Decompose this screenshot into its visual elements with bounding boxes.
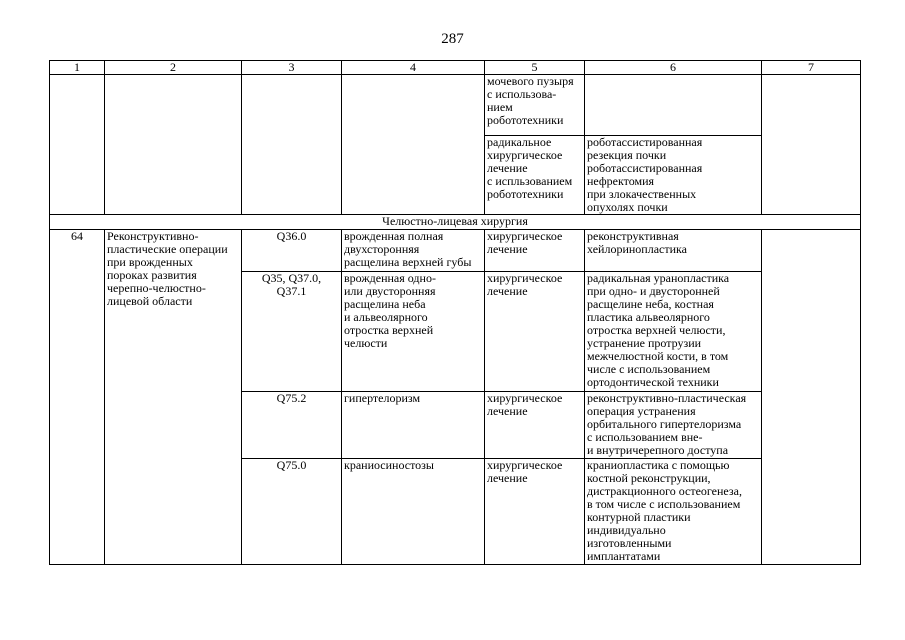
cell-cost xyxy=(762,230,861,565)
cell-icd-code: Q75.0 xyxy=(242,459,342,565)
cell-icd-code xyxy=(242,75,342,215)
cell-method: радикальная уранопластика при одно- и двусторонней расщелине неба, костная пластика альвеолярного отростка верхней челюсти, устранение протрузии межчелюстной кости, в том числе с использованием ортодонтической техники xyxy=(585,272,762,392)
cell-icd-code: Q75.2 xyxy=(242,392,342,459)
column-number: 6 xyxy=(585,61,762,75)
cell-icd-code: Q35, Q37.0, Q37.1 xyxy=(242,272,342,392)
cell-care-type xyxy=(105,75,242,215)
cell-treatment: хирургическое лечение xyxy=(485,272,585,392)
column-numbers-row xyxy=(50,61,861,75)
cell-method: краниопластика с помощью костной реконструкции, дистракционного остеогенеза, в том числе с использованием контурной пластики индивидуально изготовленными имплантатами xyxy=(585,459,762,565)
cell-disease: краниосиностозы xyxy=(342,459,485,565)
cell-treatment: хирургическое лечение xyxy=(485,230,585,272)
medical-care-table xyxy=(49,60,861,565)
column-number: 4 xyxy=(342,61,485,75)
column-number: 7 xyxy=(762,61,861,75)
column-number: 1 xyxy=(50,61,105,75)
cell-treatment: мочевого пузыря с использова- нием робототехники xyxy=(485,75,585,136)
cell-number: 64 xyxy=(50,230,105,565)
cell-treatment: радикальное хирургическое лечение с испльзованием робототехники xyxy=(485,136,585,215)
cell-number xyxy=(50,75,105,215)
cell-icd-code: Q36.0 xyxy=(242,230,342,272)
table-row xyxy=(50,230,861,272)
cell-method: реконструктивно-пластическая операция устранения орбитального гипертелоризма с использованием вне- и внутричерепного доступа xyxy=(585,392,762,459)
cell-method: реконструктивная хейлоринопластика xyxy=(585,230,762,272)
cell-care-type: Реконструктивно- пластические операции при врожденных пороках развития черепно-челюстно- лицевой области xyxy=(105,230,242,565)
continuation-row xyxy=(50,75,861,136)
section-title: Челюстно-лицевая хирургия xyxy=(50,215,861,230)
column-number: 3 xyxy=(242,61,342,75)
cell-disease: гипертелоризм xyxy=(342,392,485,459)
cell-method xyxy=(585,75,762,136)
cell-disease: врожденная полная двухсторонняя расщелина верхней губы xyxy=(342,230,485,272)
section-heading-row xyxy=(50,215,861,230)
column-number: 5 xyxy=(485,61,585,75)
cell-disease xyxy=(342,75,485,215)
cell-method: роботассистированная резекция почки роботассистированная нефректомия при злокачественных опухолях почки xyxy=(585,136,762,215)
cell-treatment: хирургическое лечение xyxy=(485,459,585,565)
cell-cost xyxy=(762,75,861,215)
column-number: 2 xyxy=(105,61,242,75)
cell-treatment: хирургическое лечение xyxy=(485,392,585,459)
cell-disease: врожденная одно- или двусторонняя расщелина неба и альвеолярного отростка верхней челюсти xyxy=(342,272,485,392)
page-number: 287 xyxy=(441,31,464,47)
